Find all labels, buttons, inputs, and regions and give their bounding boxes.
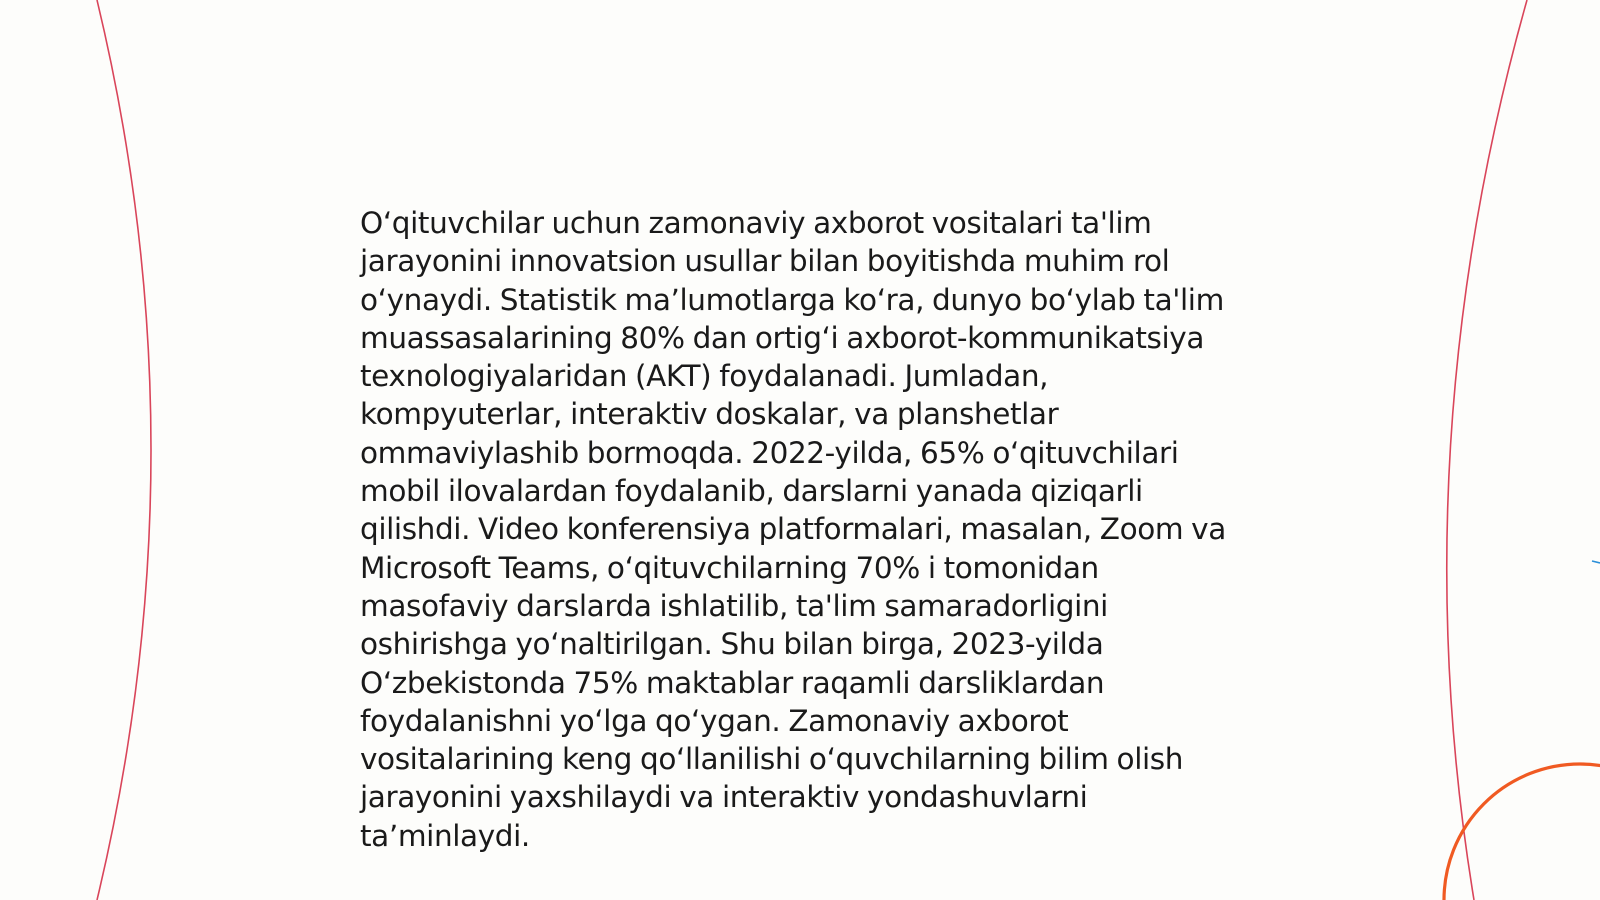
- body-paragraph: O‘qituvchilar uchun zamonaviy axborot vositalari ta'lim jarayonini innovatsion usullar bilan boyitishda muhim rol o‘ynaydi. Statistik ma’lumotlarga ko‘ra, dunyo bo‘ylab ta'lim muassasalarining 80% dan ortig‘i axborot-kommunikatsiya texnologiyalaridan (AKT) foydalanadi. Jumladan, kompyuterlar, interaktiv doskalar, va planshetlar ommaviylashib bormoqda. 2022-yilda, 65% o‘qituvchilari mobil ilovalardan foydalanib, darslarni yanada qiziqarli qilishdi. Video konferensiya platformalari, masalan, Zoom va Microsoft Teams, o‘qituvchilarning 70% i tomonidan masofaviy darslarda ishlatilib, ta'lim samaradorligini oshirishga yo‘naltirilgan. Shu bilan birga, 2023-yilda O‘zbekistonda 75% maktablar raqamli darsliklardan foydalanishni yo‘lga qo‘ygan. Zamonaviy axborot vositalarining keng qo‘llanilishi o‘quvchilarning bilim olish jarayonini yaxshilaydi va interaktiv yondashuvlarni ta’minlaydi.: [360, 206, 1226, 853]
- right-curve-line: [1447, 0, 1527, 900]
- left-curve-line: [97, 0, 151, 900]
- blue-accent-mark: [1592, 561, 1600, 563]
- orange-arc: [1444, 764, 1600, 900]
